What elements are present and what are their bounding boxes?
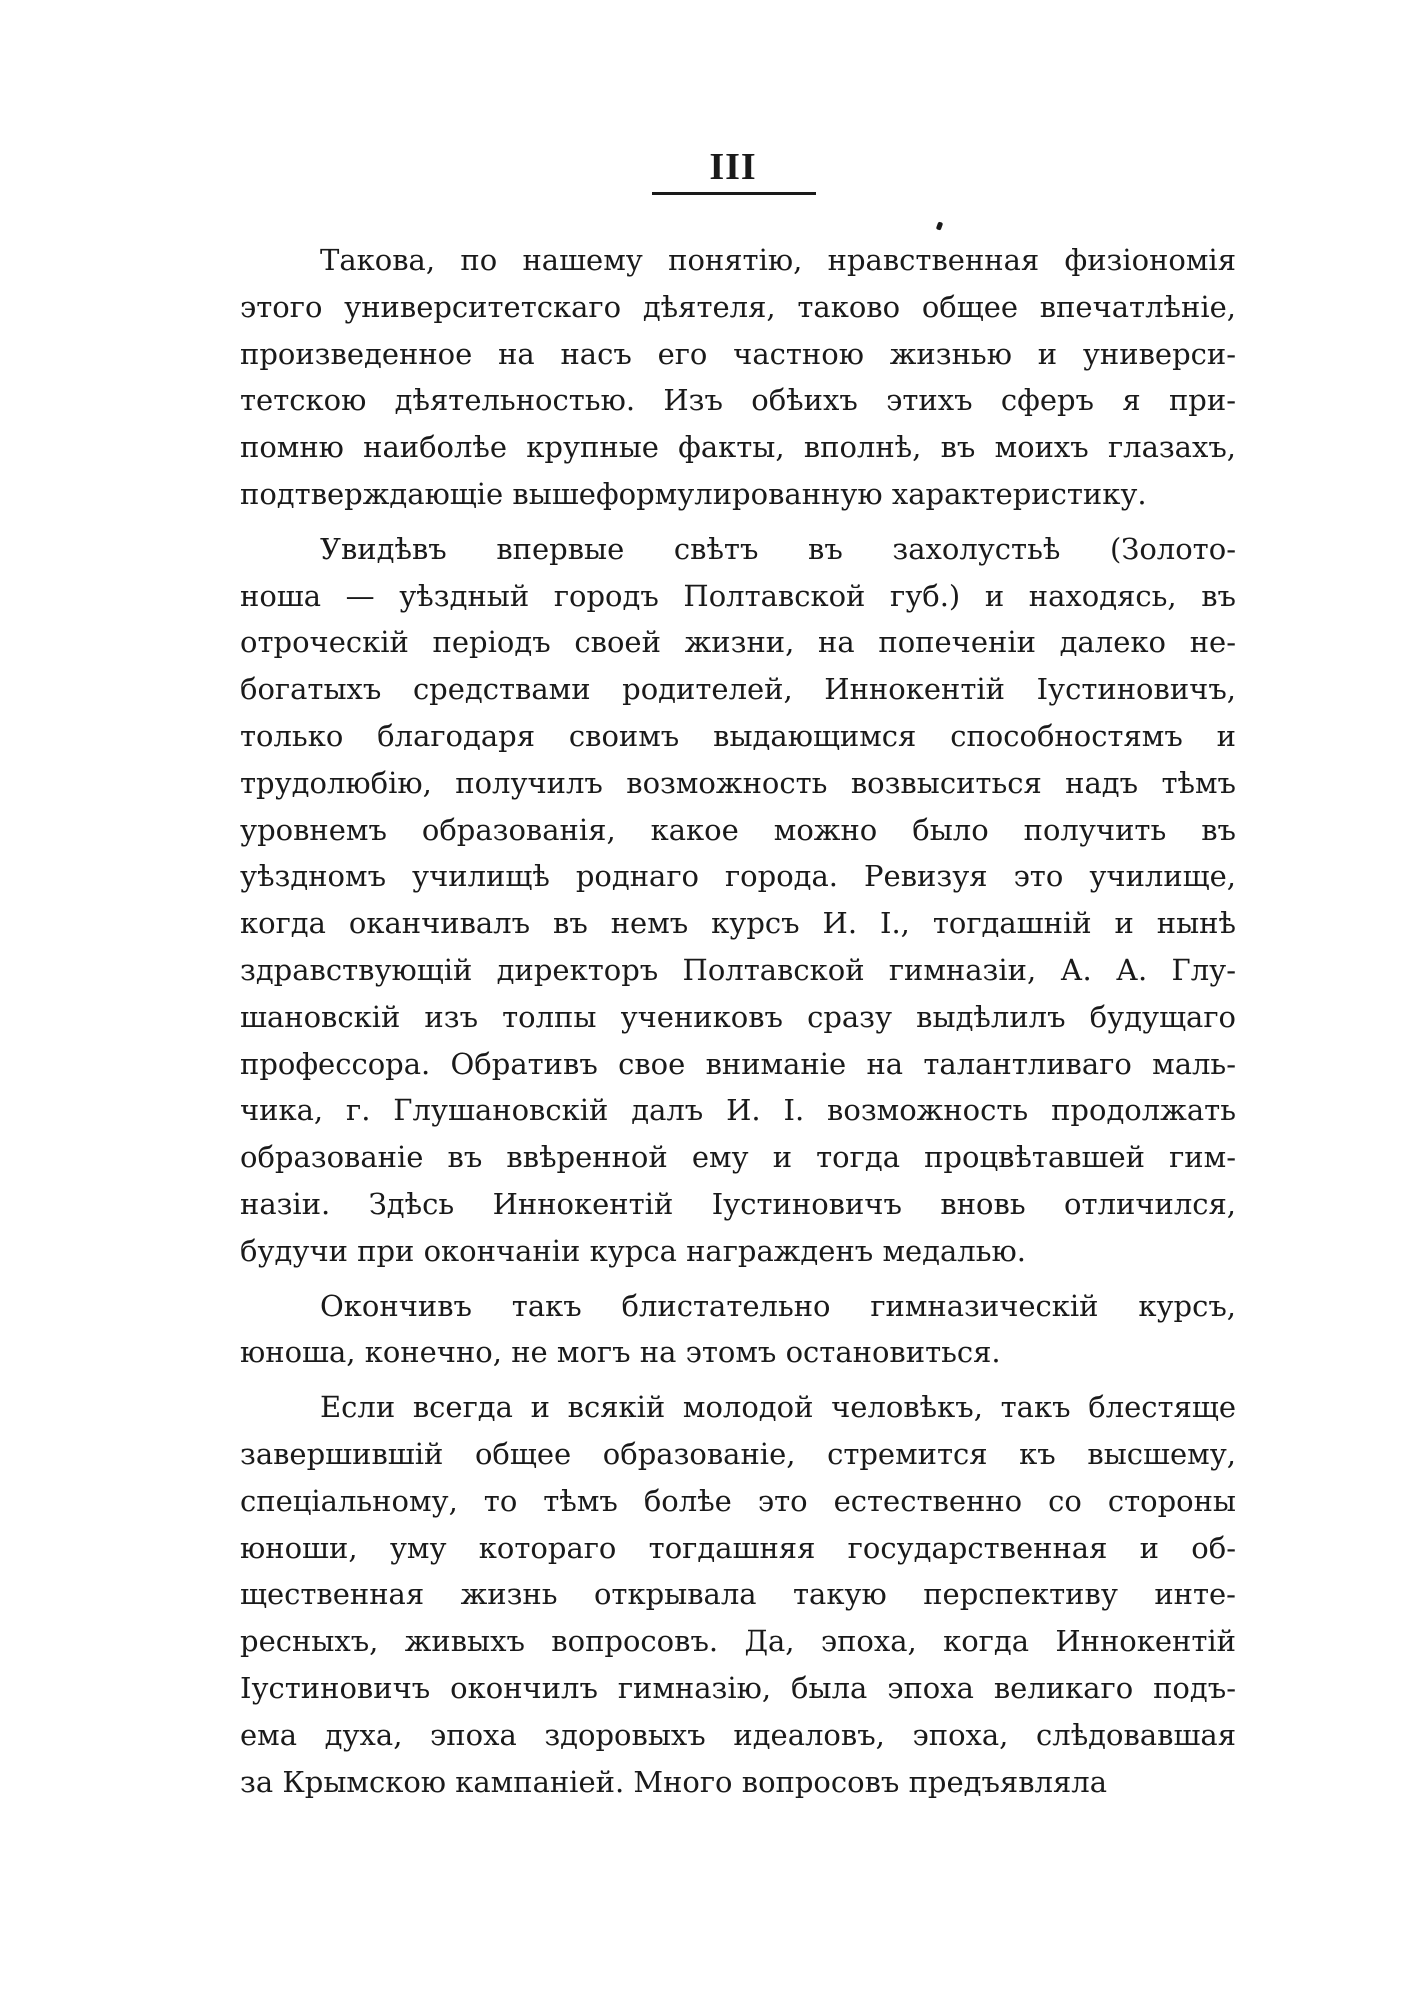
- paragraph: [240, 237, 1236, 518]
- text-line: этого университетскаго дѣятеля, таково общее впечатлѣніе,: [240, 289, 1236, 324]
- text-line: трудолюбію, получилъ возможность возвыситься надъ тѣмъ: [240, 765, 1236, 800]
- text-line: отроческій періодъ своей жизни, на попеченіи далеко не-: [240, 625, 1236, 660]
- text-line: щественная жизнь открывала такую перспективу инте-: [240, 1577, 1236, 1612]
- text-line: Если всегда и всякій молодой человѣкъ, такъ блестяще: [320, 1390, 1236, 1425]
- text-line: за Крымскою кампаніей. Много вопросовъ предъявляла: [240, 1764, 1107, 1799]
- page-number: III: [709, 146, 757, 188]
- text-line: юноша, конечно, не могъ на этомъ остановиться.: [240, 1335, 1001, 1370]
- text-line: здравствующій директоръ Полтавской гимназіи, А. А. Глу-: [240, 952, 1236, 987]
- text-line: когда оканчивалъ въ немъ курсъ И. І., тогдашній и нынѣ: [240, 906, 1236, 941]
- text-line: богатыхъ средствами родителей, Иннокентій Іустиновичъ,: [240, 672, 1236, 707]
- text-line: помню наиболѣе крупные факты, вполнѣ, въ моихъ глазахъ,: [240, 430, 1236, 465]
- text-line: Такова, по нашему понятію, нравственная физіономія: [320, 243, 1236, 277]
- text-line: профессора. Обративъ свое вниманіе на талантливаго маль-: [240, 1046, 1236, 1081]
- text-line: произведенное на насъ его частною жизнью и универси-: [240, 336, 1236, 371]
- text-line: уѣздномъ училищѣ роднаго города. Ревизуя это училище,: [240, 859, 1236, 894]
- ink-speck: [936, 221, 943, 230]
- text-line: ресныхъ, живыхъ вопросовъ. Да, эпоха, когда Иннокентій: [240, 1624, 1236, 1659]
- text-line: спеціальному, то тѣмъ болѣе это естественно со стороны: [240, 1483, 1236, 1518]
- text-line: Увидѣвъ впервые свѣтъ въ захолустьѣ (Золото-: [320, 531, 1236, 566]
- text-line: шановскій изъ толпы учениковъ сразу выдѣлилъ будущаго: [240, 999, 1236, 1034]
- text-line: ема духа, эпоха здоровыхъ идеаловъ, эпоха, слѣдовавшая: [240, 1717, 1236, 1752]
- body-text: [240, 237, 1236, 1813]
- text-line: уровнемъ образованія, какое можно было получить въ: [240, 812, 1236, 847]
- text-line: тетскою дѣятельностью. Изъ обѣихъ этихъ сферъ я при-: [240, 383, 1236, 418]
- text-line: назіи. Здѣсь Иннокентій Іустиновичъ вновь отличился,: [240, 1186, 1236, 1221]
- text-line: образованіе въ ввѣренной ему и тогда процвѣтавшей гим-: [240, 1140, 1236, 1175]
- paragraph: [240, 1283, 1236, 1377]
- paragraph: [240, 1384, 1236, 1805]
- text-line: Окончивъ такъ блистательно гимназическій курсъ,: [320, 1288, 1236, 1323]
- text-line: Іустиновичъ окончилъ гимназію, была эпоха великаго подъ-: [240, 1670, 1236, 1705]
- text-line: завершившій общее образованіе, стремится къ высшему,: [240, 1436, 1236, 1471]
- text-line: будучи при окончаніи курса награжденъ медалью.: [240, 1233, 1026, 1268]
- text-line: ноша — уѣздный городъ Полтавской губ.) и находясь, въ: [240, 578, 1236, 613]
- text-line: юноши, уму котораго тогдашняя государственная и об-: [240, 1530, 1236, 1565]
- text-line: подтверждающіе вышеформулированную характеристику.: [240, 476, 1147, 511]
- text-line: только благодаря своимъ выдающимся способностямъ и: [240, 718, 1236, 753]
- paragraph: [240, 526, 1236, 1275]
- page-number-rule: [652, 192, 816, 195]
- text-line: чика, г. Глушановскій далъ И. І. возможность продолжать: [240, 1093, 1236, 1128]
